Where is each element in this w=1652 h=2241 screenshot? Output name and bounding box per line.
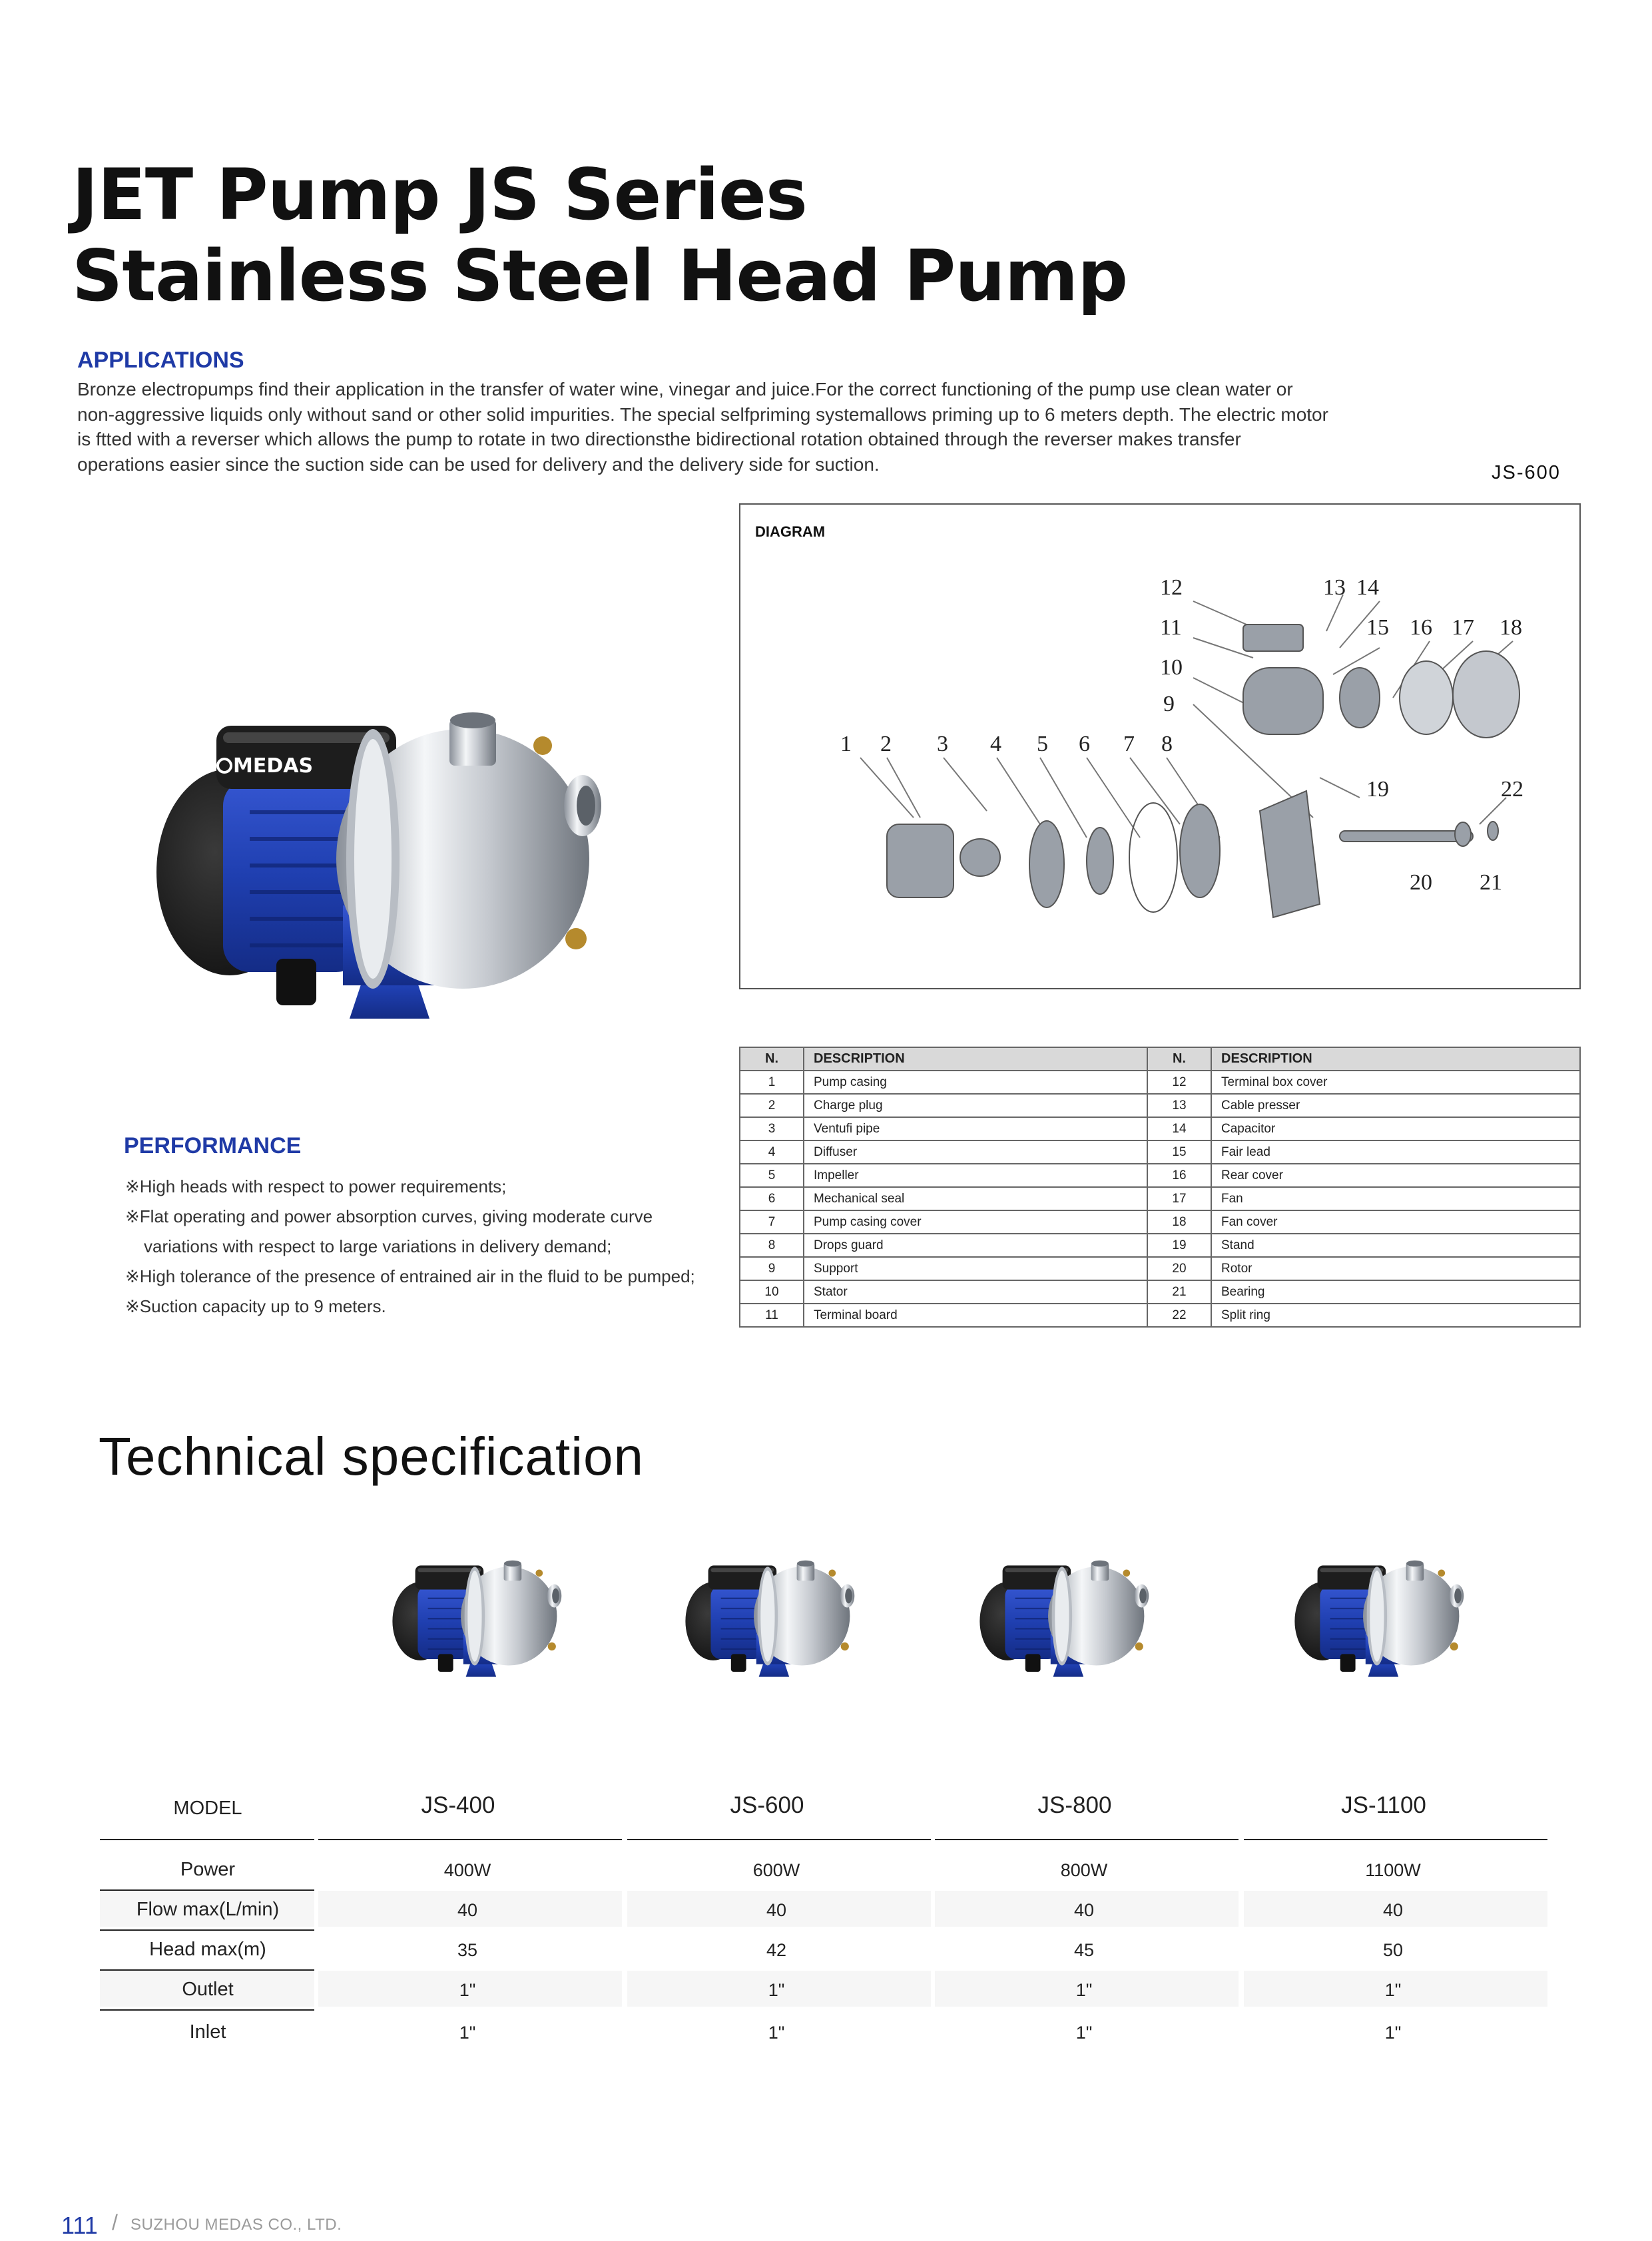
parts-table-row xyxy=(740,1210,1580,1234)
spec-value: 1" xyxy=(1075,2023,1093,2043)
spec-value: 1" xyxy=(768,2023,785,2043)
part-number: 13 xyxy=(1147,1094,1211,1117)
col-n: N. xyxy=(740,1047,804,1071)
part-number: 20 xyxy=(1147,1257,1211,1280)
part-description: Drops guard xyxy=(804,1234,1147,1257)
diagram-num-17: 17 xyxy=(1452,615,1474,640)
title-line-2: Stainless Steel Head Pump xyxy=(72,235,1128,317)
part-number: 3 xyxy=(740,1117,804,1140)
page-number: 111 xyxy=(61,2212,98,2239)
parts-table-row xyxy=(740,1257,1580,1280)
spec-value: 40 xyxy=(766,1900,787,1920)
part-number: 8 xyxy=(740,1234,804,1257)
diagram-num-12: 12 xyxy=(1160,575,1183,600)
col-n: N. xyxy=(1147,1047,1211,1071)
part-number: 21 xyxy=(1147,1280,1211,1304)
part-description: Bearing xyxy=(1211,1280,1580,1304)
diagram-num-3: 3 xyxy=(937,732,948,756)
part-description: Fan cover xyxy=(1211,1210,1580,1234)
spec-model-js1100: JS-1100 xyxy=(1341,1792,1426,1818)
parts-table-row xyxy=(740,1304,1580,1327)
performance-item: ※Suction capacity up to 9 meters. xyxy=(125,1296,386,1316)
spec-rule xyxy=(318,1839,622,1840)
diagram-num-22: 22 xyxy=(1501,777,1523,802)
parts-table-row xyxy=(740,1117,1580,1140)
spec-value: 40 xyxy=(1073,1900,1095,1920)
performance-item: ※High heads with respect to power requirements; xyxy=(125,1176,507,1196)
part-number: 7 xyxy=(740,1210,804,1234)
diagram-label: DIAGRAM xyxy=(755,523,826,540)
part-description: Stand xyxy=(1211,1234,1580,1257)
footer-company: SUZHOU MEDAS CO., LTD. xyxy=(131,2216,342,2234)
spec-rule xyxy=(100,1839,314,1840)
part-description: Ventufi pipe xyxy=(804,1117,1147,1140)
spec-row-label: Flow max(L/min) xyxy=(136,1899,280,1920)
diagram-num-16: 16 xyxy=(1410,615,1432,640)
part-description: Diffuser xyxy=(804,1140,1147,1164)
diagram-num-14: 14 xyxy=(1356,575,1379,600)
spec-rule xyxy=(1244,1839,1547,1840)
pump-thumb-js400 xyxy=(390,1558,583,1684)
spec-model-label: MODEL xyxy=(173,1798,242,1819)
diagram-num-4: 4 xyxy=(990,732,1001,756)
title-line-1: JET Pump JS Series xyxy=(72,154,807,236)
diagram-num-13: 13 xyxy=(1323,575,1346,600)
spec-value: 40 xyxy=(1382,1900,1404,1920)
diagram-drawing xyxy=(740,505,1579,988)
part-number: 18 xyxy=(1147,1210,1211,1234)
parts-table-row xyxy=(740,1164,1580,1187)
part-description: Pump casing xyxy=(804,1071,1147,1094)
part-description: Fair lead xyxy=(1211,1140,1580,1164)
spec-value: 1" xyxy=(459,1980,476,2000)
diagram-num-21: 21 xyxy=(1480,870,1502,895)
parts-table-row xyxy=(740,1140,1580,1164)
diagram-num-10: 10 xyxy=(1160,655,1183,680)
part-description: Terminal box cover xyxy=(1211,1071,1580,1094)
diagram-num-2: 2 xyxy=(880,732,892,756)
performance-heading: PERFORMANCE xyxy=(124,1133,302,1158)
spec-value: 42 xyxy=(766,1940,787,1960)
part-description: Split ring xyxy=(1211,1304,1580,1327)
spec-model-js600: JS-600 xyxy=(730,1792,804,1818)
diagram-num-5: 5 xyxy=(1037,732,1048,756)
part-description: Rotor xyxy=(1211,1257,1580,1280)
spec-value: 1" xyxy=(768,1980,785,2000)
pump-thumb-js600 xyxy=(683,1558,876,1684)
performance-item: ※High tolerance of the presence of entrained air in the fluid to be pumped; xyxy=(125,1266,695,1286)
spec-value: 800W xyxy=(1060,1860,1108,1880)
parts-table xyxy=(739,1047,1581,1328)
part-description: Pump casing cover xyxy=(804,1210,1147,1234)
part-number: 9 xyxy=(740,1257,804,1280)
part-description: Capacitor xyxy=(1211,1117,1580,1140)
spec-row-label: Outlet xyxy=(182,1979,234,2000)
spec-model-js800: JS-800 xyxy=(1037,1792,1112,1818)
spec-value: 1" xyxy=(1075,1980,1093,2000)
parts-table-row xyxy=(740,1234,1580,1257)
part-description: Stator xyxy=(804,1280,1147,1304)
part-number: 10 xyxy=(740,1280,804,1304)
spec-row-label: Power xyxy=(180,1859,236,1880)
diagram-num-6: 6 xyxy=(1079,732,1090,756)
part-description: Charge plug xyxy=(804,1094,1147,1117)
applications-heading: APPLICATIONS xyxy=(77,348,244,373)
diagram-num-19: 19 xyxy=(1366,777,1389,802)
parts-table-row xyxy=(740,1071,1580,1094)
diagram-num-11: 11 xyxy=(1160,615,1182,640)
spec-value: 1" xyxy=(1384,1980,1402,2000)
part-description: Mechanical seal xyxy=(804,1187,1147,1210)
pump-thumb-js1100 xyxy=(1292,1558,1485,1684)
parts-table-row xyxy=(740,1094,1580,1117)
col-description: DESCRIPTION xyxy=(1211,1047,1580,1071)
part-number: 1 xyxy=(740,1071,804,1094)
spec-row-label: Head max(m) xyxy=(149,1939,266,1960)
part-number: 19 xyxy=(1147,1234,1211,1257)
part-description: Rear cover xyxy=(1211,1164,1580,1187)
diagram-num-7: 7 xyxy=(1123,732,1135,756)
spec-row-label: Inlet xyxy=(189,2021,226,2043)
exploded-diagram xyxy=(739,503,1581,989)
col-description: DESCRIPTION xyxy=(804,1047,1147,1071)
spec-rule xyxy=(935,1839,1239,1840)
part-number: 4 xyxy=(740,1140,804,1164)
part-number: 17 xyxy=(1147,1187,1211,1210)
part-number: 22 xyxy=(1147,1304,1211,1327)
spec-value: 400W xyxy=(443,1860,491,1880)
part-number: 14 xyxy=(1147,1117,1211,1140)
parts-table-row xyxy=(740,1280,1580,1304)
spec-value: 1" xyxy=(459,2023,476,2043)
applications-text: Bronze electropumps find their application in the transfer of water wine, vinegar and juice.For the correct functioning of the pump use clean water or non-aggressive liquids only without sand or other solid impurities. The special selfpriming systemallows priming up to 6 meters depth. The electric motor is ftted with a reverser which allows the pump to rotate in two directionsthe bidirectional rotation obtained through the reverser makes transfer operations easier since the suction side can be used for delivery and the delivery side for suction. xyxy=(77,379,1328,475)
part-description: Cable presser xyxy=(1211,1094,1580,1117)
page-title xyxy=(72,154,1127,317)
part-description: Support xyxy=(804,1257,1147,1280)
part-number: 15 xyxy=(1147,1140,1211,1164)
part-number: 5 xyxy=(740,1164,804,1187)
diagram-num-9: 9 xyxy=(1163,692,1175,716)
spec-rule xyxy=(627,1839,931,1840)
spec-value: 600W xyxy=(752,1860,800,1880)
spec-value: 1100W xyxy=(1365,1860,1421,1880)
part-description: Terminal board xyxy=(804,1304,1147,1327)
parts-table-row xyxy=(740,1187,1580,1210)
part-number: 12 xyxy=(1147,1071,1211,1094)
spec-model-js400: JS-400 xyxy=(421,1792,495,1818)
part-number: 2 xyxy=(740,1094,804,1117)
spec-label-rule xyxy=(100,2009,314,2011)
performance-item: variations with respect to large variations in delivery demand; xyxy=(144,1236,612,1256)
spec-value: 45 xyxy=(1073,1940,1095,1960)
diagram-num-20: 20 xyxy=(1410,870,1432,895)
performance-list xyxy=(125,1172,695,1322)
part-number: 16 xyxy=(1147,1164,1211,1187)
brand-logo: MEDAS xyxy=(233,754,314,778)
spec-value: 40 xyxy=(457,1900,478,1920)
part-description: Impeller xyxy=(804,1164,1147,1187)
performance-item: ※Flat operating and power absorption curves, giving moderate curve xyxy=(125,1206,653,1226)
tech-spec-heading: Technical specification xyxy=(99,1427,644,1486)
part-number: 6 xyxy=(740,1187,804,1210)
diagram-num-15: 15 xyxy=(1366,615,1389,640)
diagram-num-18: 18 xyxy=(1500,615,1522,640)
pump-product-image xyxy=(150,706,656,1039)
model-tag: JS-600 xyxy=(1492,462,1561,483)
parts-table-header xyxy=(740,1047,1580,1071)
spec-value: 50 xyxy=(1382,1940,1404,1960)
pump-thumb-js800 xyxy=(977,1558,1170,1684)
diagram-num-8: 8 xyxy=(1161,732,1173,756)
diagram-num-1: 1 xyxy=(840,732,852,756)
spec-value: 35 xyxy=(457,1940,478,1960)
spec-label-rule xyxy=(100,1929,314,1931)
spec-value: 1" xyxy=(1384,2023,1402,2043)
part-number: 11 xyxy=(740,1304,804,1327)
part-description: Fan xyxy=(1211,1187,1580,1210)
footer-separator: / xyxy=(112,2210,118,2234)
